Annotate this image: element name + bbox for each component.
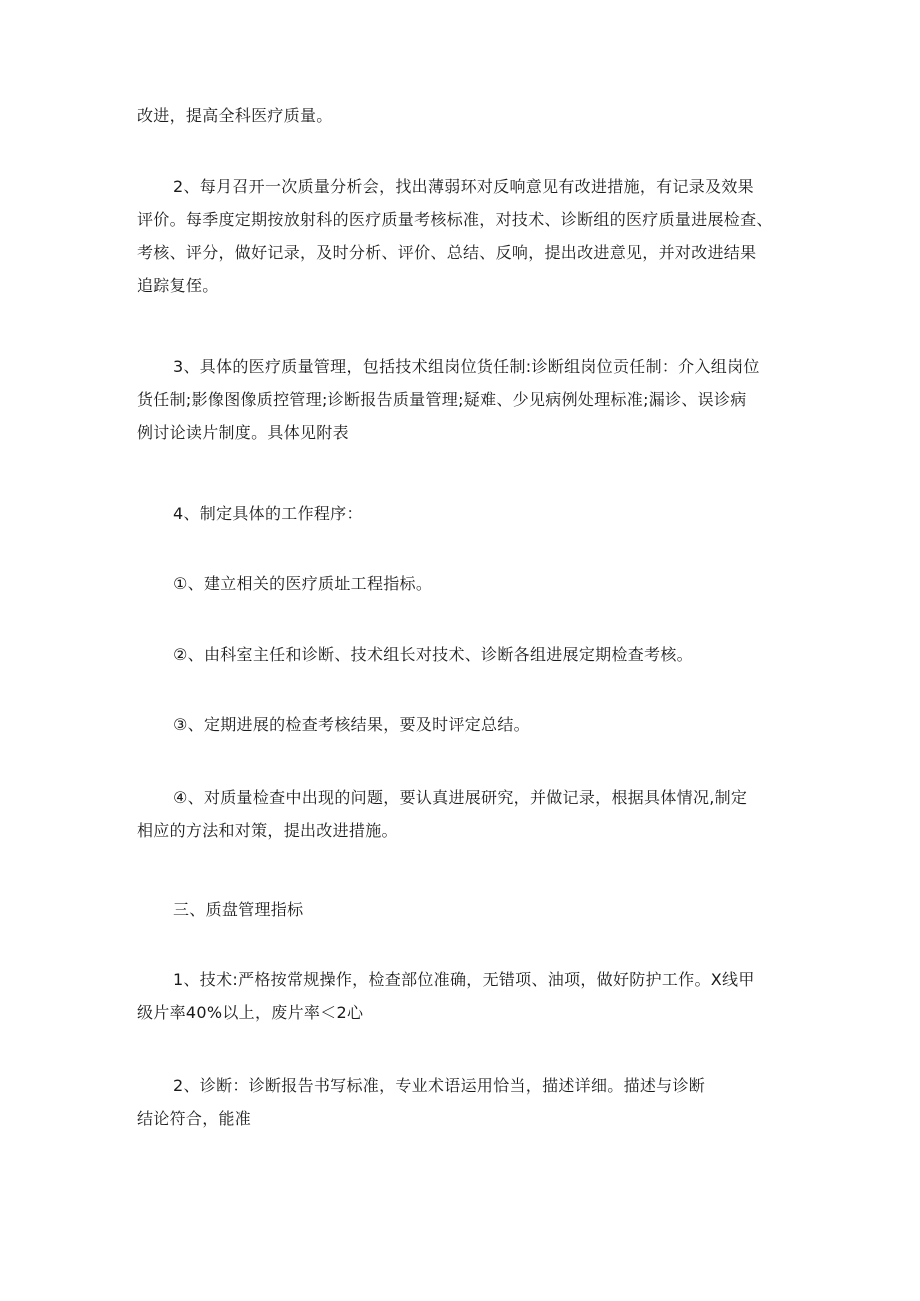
paragraph-step-1 bbox=[137, 567, 787, 600]
text-line: 1、技术:严格按常规操作，检查部位准确，无错项、油项，做好防护工作。X线甲 bbox=[173, 970, 755, 989]
text-line: 评价。每季度定期按放射科的医疗质量考核标准，对技术、诊断组的医疗质量进展检查、 bbox=[137, 210, 773, 229]
text-line: 级片率40%以上，废片率＜2心 bbox=[137, 1003, 364, 1022]
paragraph-indicator-diagnosis bbox=[137, 1069, 787, 1135]
paragraph-item-2 bbox=[137, 170, 787, 302]
paragraph-step-3 bbox=[137, 708, 787, 741]
text-line: ②、由科室主任和诊断、技术组长对技术、诊断各组进展定期检查考核。 bbox=[173, 645, 693, 664]
section-heading-quality-indicators bbox=[137, 893, 787, 926]
paragraph-item-3 bbox=[137, 350, 787, 449]
text-line: 2、每月召开一次质量分析会，找出薄弱环对反响意见有改进措施，有记录及效果 bbox=[173, 177, 754, 196]
paragraph-item-4 bbox=[137, 497, 787, 530]
text-line: ①、建立相关的医疗质址工程指标。 bbox=[173, 574, 433, 593]
text-line: 改进，提高全科医疗质量。 bbox=[137, 106, 333, 125]
text-line: 货任制;影像图像质控管理;诊断报告质量管理;疑难、少见病例处理标准;漏诊、误诊病 bbox=[137, 390, 747, 409]
text-line: 结论符合，能准 bbox=[137, 1109, 252, 1128]
text-line: 例讨论读片制度。具体见附表 bbox=[137, 423, 349, 442]
text-line: 2、诊断：诊断报告书写标准，专业术语运用恰当，描述详细。描述与诊断 bbox=[173, 1076, 706, 1095]
text-line: 考核、评分，做好记录，及时分析、评价、总结、反响，提出改进意见，并对改进结果 bbox=[137, 243, 757, 262]
paragraph-step-2 bbox=[137, 638, 787, 671]
text-line: ③、定期进展的检查考核结果，要及时评定总结。 bbox=[173, 715, 530, 734]
text-line: 3、具体的医疗质量管理，包括技术组岗位货任制:诊断组岗位贡任制：介入组岗位 bbox=[173, 357, 760, 376]
paragraph-indicator-technique bbox=[137, 963, 787, 1029]
text-line: 追踪复侄。 bbox=[137, 276, 219, 295]
text-line: 4、制定具体的工作程序： bbox=[173, 504, 363, 523]
paragraph-intro-continuation bbox=[137, 99, 787, 132]
text-line: 三、质盘管理指标 bbox=[173, 900, 304, 919]
text-line: ④、对质量检查中出现的问题，要认真进展研究，并做记录，根据具体情况,制定 bbox=[173, 788, 748, 807]
text-line: 相应的方法和对策，提出改进措施。 bbox=[137, 821, 398, 840]
paragraph-step-4 bbox=[137, 781, 787, 847]
